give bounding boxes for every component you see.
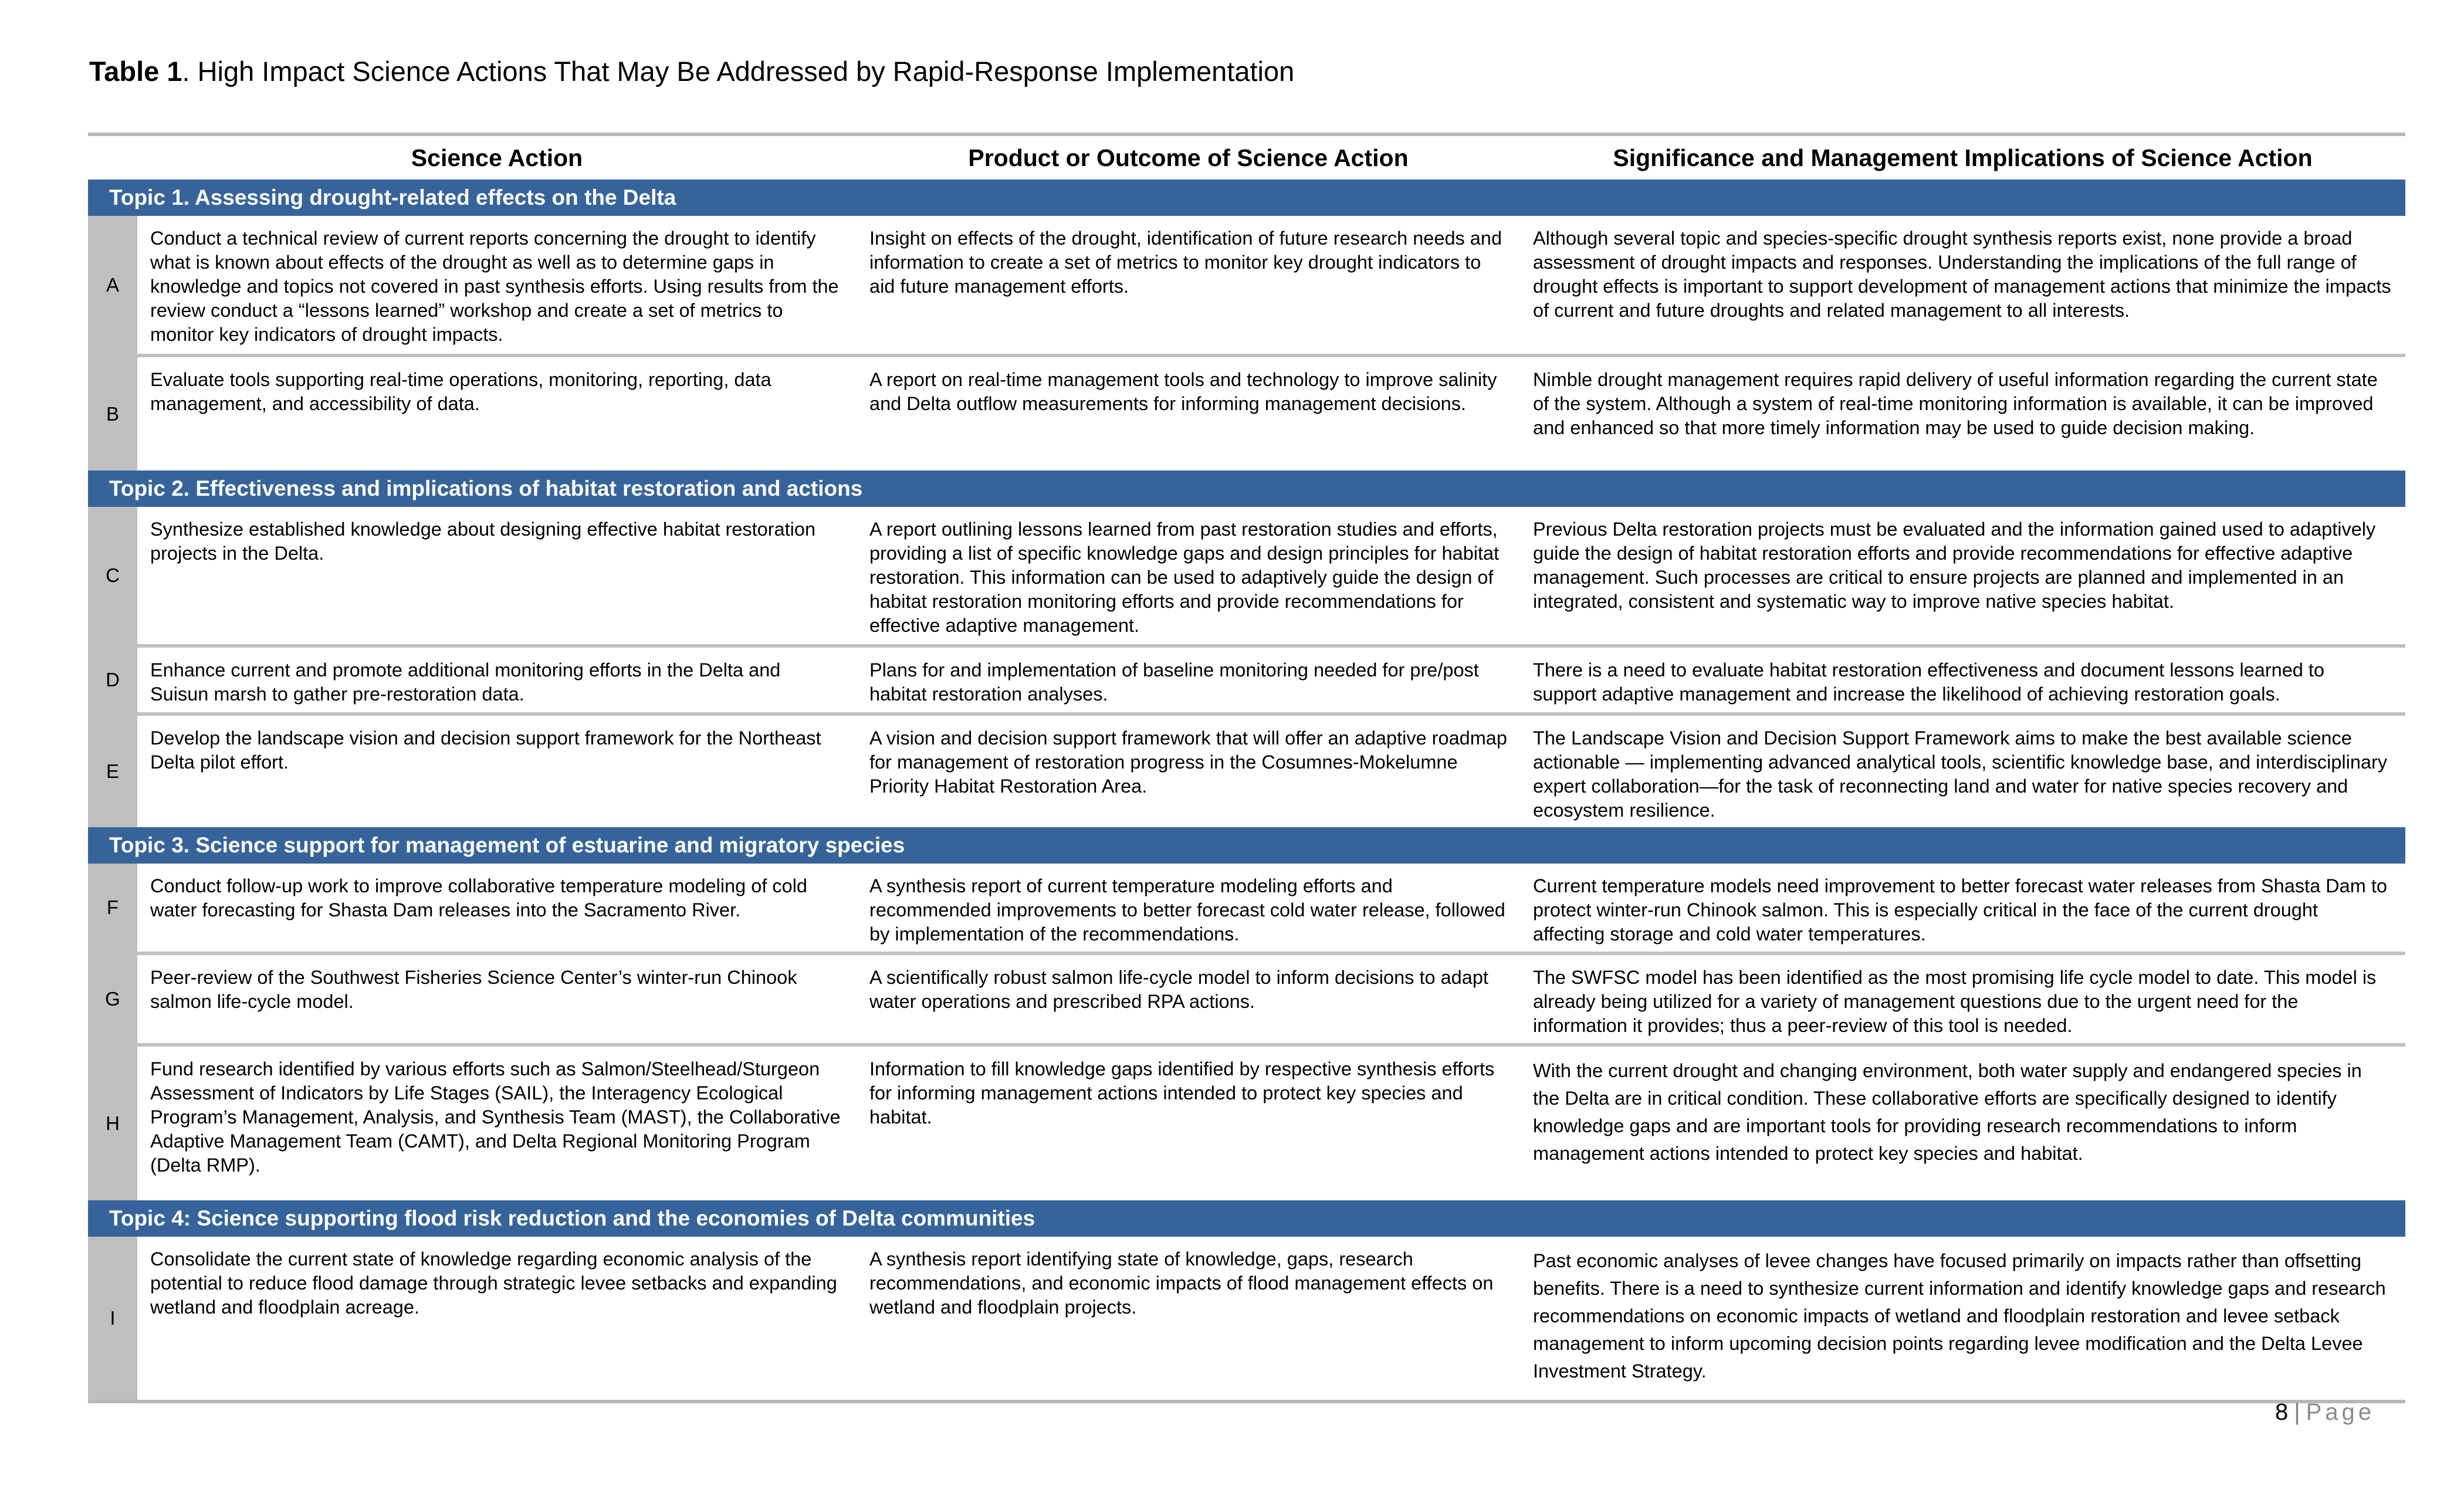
table-row [88, 716, 2405, 827]
row-letter: G [88, 955, 137, 1043]
row-science-action: Develop the landscape vision and decision support framework for the Northeast Delta pilot effort. [150, 727, 821, 773]
row-product-outcome: A report outlining lessons learned from past restoration studies and efforts, providing a list of specific knowledge gaps and design principles for habitat restoration. This information can be used to adaptively guide the design of habitat restoration monitoring efforts and provide recommendations for effective adaptive management. [869, 519, 1500, 636]
row-letter: H [88, 1047, 137, 1200]
row-significance: Although several topic and species-specific drought synthesis reports exist, none provide a broad assessment of drought impacts and responses. Understanding the implications of the full range of drought effects is important to support development of management actions that minimize the impacts of current and future droughts and related management to all interests. [1533, 228, 2391, 321]
row-science-action: Peer-review of the Southwest Fisheries Science Center’s winter-run Chinook salmon life-cycle model. [150, 967, 797, 1012]
row-significance: The Landscape Vision and Decision Support Framework aims to make the best available science actionable — implementing advanced analytical tools, scientific knowledge base, and interdisciplinary expert collaboration—for the task of reconnecting land and water for native species recovery and ecosystem resilience. [1533, 727, 2388, 821]
row-significance: Current temperature models need improvement to better forecast water releases from Shasta Dam to protect winter-run Chinook salmon. This is especially critical in the face of the current drought affecting storage and cold water temperatures. [1533, 875, 2387, 945]
row-product-outcome: A vision and decision support framework that will offer an adaptive roadmap for management of restoration progress in the Cosumnes-Mokelumne Priority Habitat Restoration Area. [869, 727, 1507, 797]
table-row [88, 216, 2405, 357]
row-science-action: Synthesize established knowledge about designing effective habitat restoration projects in the Delta. [150, 519, 816, 564]
row-letter: B [88, 357, 137, 471]
row-significance: Past economic analyses of levee changes have focused primarily on impacts rather than offsetting benefits. There is a need to synthesize current information and identify knowledge gaps and research recommendations on economic impacts of wetland and floodplain restoration and levee setback management to inform upcoming decision points regarding levee modification and the Delta Levee Investment Strategy. [1533, 1250, 2386, 1382]
row-significance: There is a need to evaluate habitat restoration effectiveness and document lessons learned to support adaptive management and increase the likelihood of achieving restoration goals. [1533, 659, 2325, 705]
topic-header-2: Topic 2. Effectiveness and implications of habitat restoration and actions [88, 471, 2405, 507]
row-product-outcome: Information to fill knowledge gaps identified by respective synthesis efforts for informing management actions intended to protect key species and habitat. [869, 1058, 1495, 1128]
header-product-outcome: Product or Outcome of Science Action [968, 144, 1409, 171]
table-row [88, 648, 2405, 716]
table-row [88, 1047, 2405, 1200]
page-separator: | [2294, 1399, 2300, 1425]
row-significance: The SWFSC model has been identified as the most promising life cycle model to date. This model is already being utilized for a variety of management questions due to the urgent need for the information it provides; thus a peer-review of this tool is needed. [1533, 967, 2377, 1036]
row-letter: E [88, 716, 137, 827]
row-letter: D [88, 648, 137, 712]
topic-header-3: Topic 3. Science support for management of estuarine and migratory species [88, 827, 2405, 864]
header-significance: Significance and Management Implications of Science Action [1613, 144, 2313, 171]
page-number: 8 [2275, 1399, 2289, 1425]
row-letter: I [88, 1237, 137, 1400]
row-significance: Previous Delta restoration projects must be evaluated and the information gained used to adaptively guide the design of habitat restoration efforts and provide recommendations for effective adaptive management. Such processes are critical to ensure projects are planned and implemented in an integrated, consistent and systematic way to improve native species habitat. [1533, 519, 2376, 612]
row-science-action: Fund research identified by various efforts such as Salmon/Steelhead/Sturgeon Assessment of Indicators by Life Stages (SAIL), the Interagency Ecological Program’s Management, Analysis, and Synthesis Team (MAST), the Collaborative Adaptive Management Team (CAMT), and Delta Regional Monitoring Program (Delta RMP). [150, 1058, 841, 1176]
table-caption-label: Table 1 [89, 56, 182, 87]
row-science-action: Conduct a technical review of current reports concerning the drought to identify what is known about effects of the drought as well as to determine gaps in knowledge and topics not covered in past synthesis efforts. Using results from the review conduct a “lessons learned” workshop and create a set of metrics to monitor key indicators of drought impacts. [150, 228, 839, 345]
table-caption-title: . High Impact Science Actions That May Be Addressed by Rapid-Response Implementation [182, 56, 1295, 87]
row-significance: With the current drought and changing environment, both water supply and endangered species in the Delta are in critical condition. These collaborative efforts are specifically designed to identify knowledge gaps and are important tools for providing research recommendations to inform management actions intended to protect key species and habitat. [1533, 1060, 2362, 1164]
row-product-outcome: A synthesis report identifying state of knowledge, gaps, research recommendations, and economic impacts of flood management effects on wetland and floodplain projects. [869, 1248, 1494, 1318]
row-science-action: Evaluate tools supporting real-time operations, monitoring, reporting, data management, and accessibility of data. [150, 369, 771, 414]
table-row [88, 1237, 2405, 1400]
header-science-action: Science Action [411, 144, 583, 171]
row-product-outcome: A scientifically robust salmon life-cycle model to inform decisions to adapt water operations and prescribed RPA actions. [869, 967, 1488, 1012]
page-word: Page [2306, 1399, 2375, 1425]
table-row [88, 955, 2405, 1047]
table-caption [89, 54, 1294, 89]
table-row [88, 864, 2405, 955]
page-footer [2275, 1399, 2375, 1426]
row-product-outcome: Insight on effects of the drought, identification of future research needs and information to create a set of metrics to monitor key drought indicators to aid future management efforts. [869, 228, 1502, 297]
row-letter: C [88, 507, 137, 644]
row-science-action: Consolidate the current state of knowledge regarding economic analysis of the potential to reduce flood damage through strategic levee setbacks and expanding wetland and floodplain acreage. [150, 1248, 837, 1318]
topic-header-4: Topic 4: Science supporting flood risk reduction and the economies of Delta communities [88, 1200, 2405, 1237]
row-science-action: Conduct follow-up work to improve collaborative temperature modeling of cold water forecasting for Shasta Dam releases into the Sacramento River. [150, 875, 807, 920]
table-row [88, 357, 2405, 471]
row-significance: Nimble drought management requires rapid delivery of useful information regarding the current state of the system. Although a system of real-time monitoring information is available, it can be improved and enhanced so that more timely information may be used to guide decision making. [1533, 369, 2378, 438]
table-row [88, 507, 2405, 648]
science-actions-table [88, 133, 2405, 1403]
table-header-row [88, 136, 2405, 180]
row-product-outcome: A report on real-time management tools and technology to improve salinity and Delta outflow measurements for informing management decisions. [869, 369, 1497, 414]
row-product-outcome: A synthesis report of current temperature modeling efforts and recommended improvements to better forecast cold water release, followed by implementation of the recommendations. [869, 875, 1505, 945]
row-product-outcome: Plans for and implementation of baseline monitoring needed for pre/post habitat restoration analyses. [869, 659, 1479, 705]
row-letter: F [88, 864, 137, 952]
row-letter: A [88, 216, 137, 354]
topic-header-1: Topic 1. Assessing drought-related effects on the Delta [88, 180, 2405, 216]
row-science-action: Enhance current and promote additional monitoring efforts in the Delta and Suisun marsh to gather pre-restoration data. [150, 659, 781, 705]
